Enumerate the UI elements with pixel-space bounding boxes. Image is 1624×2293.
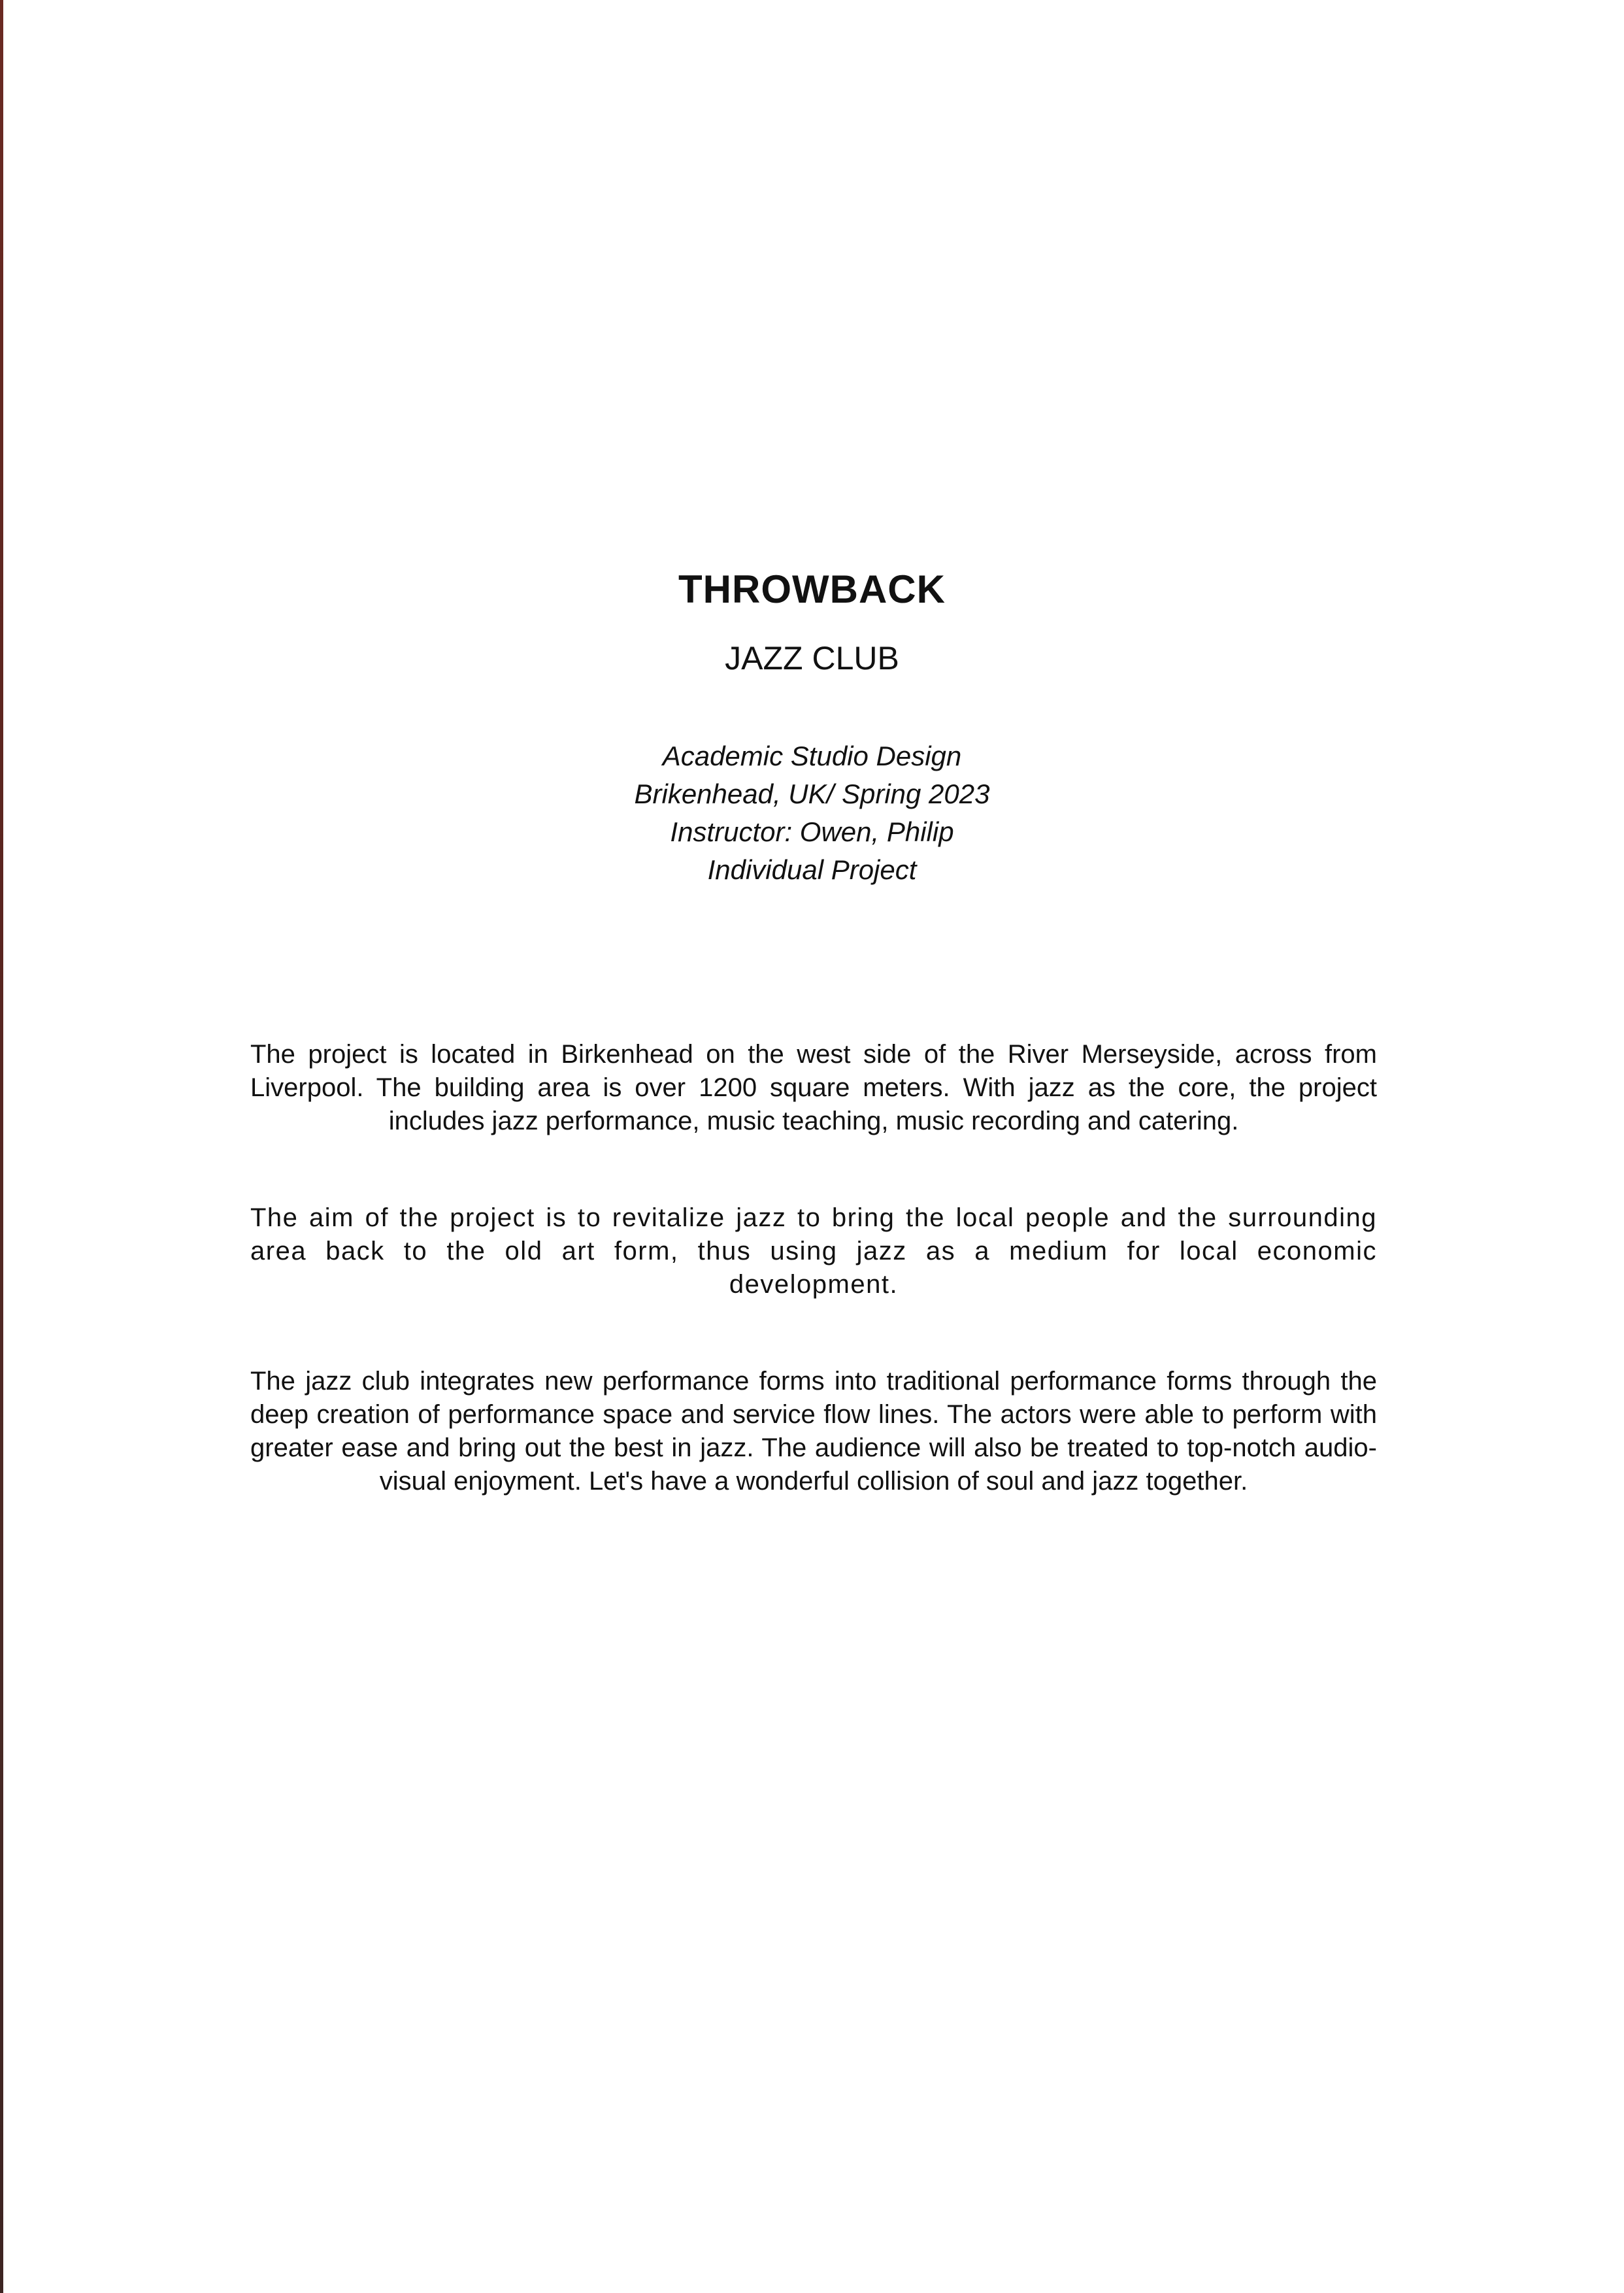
paragraph-aim: The aim of the project is to revitalize jazz to bring the local people and the surrounding area back to the old art form, thus using jazz as a medium for local economic development. [250, 1203, 1377, 1299]
project-subtitle: JAZZ CLUB [725, 640, 899, 677]
paragraph-location: The project is located in Birkenhead on the west side of the River Merseyside, across from Liverpool. The building area is over 1200 square meters. With jazz as the core, the project includes jazz performance, music teaching, music recording and catering. [250, 1040, 1377, 1135]
meta-project-kind: Individual Project [707, 854, 917, 885]
paragraph-concept: The jazz club integrates new performance forms into traditional performance forms through the deep creation of performance space and service flow lines. The actors were able to perform with greater ease and bring out the best in jazz. The audience will also be treated to top-notch audio-visual enjoyment. Let's have a wonderful collision of soul and jazz together. [250, 1367, 1377, 1496]
project-title: THROWBACK [678, 567, 946, 611]
meta-location-date: Brikenhead, UK/ Spring 2023 [634, 778, 990, 809]
meta-instructor: Instructor: Owen, Philip [670, 816, 954, 847]
meta-type: Academic Studio Design [662, 741, 962, 771]
page-edge-strip [0, 0, 3, 2293]
project-meta [0, 737, 1624, 889]
